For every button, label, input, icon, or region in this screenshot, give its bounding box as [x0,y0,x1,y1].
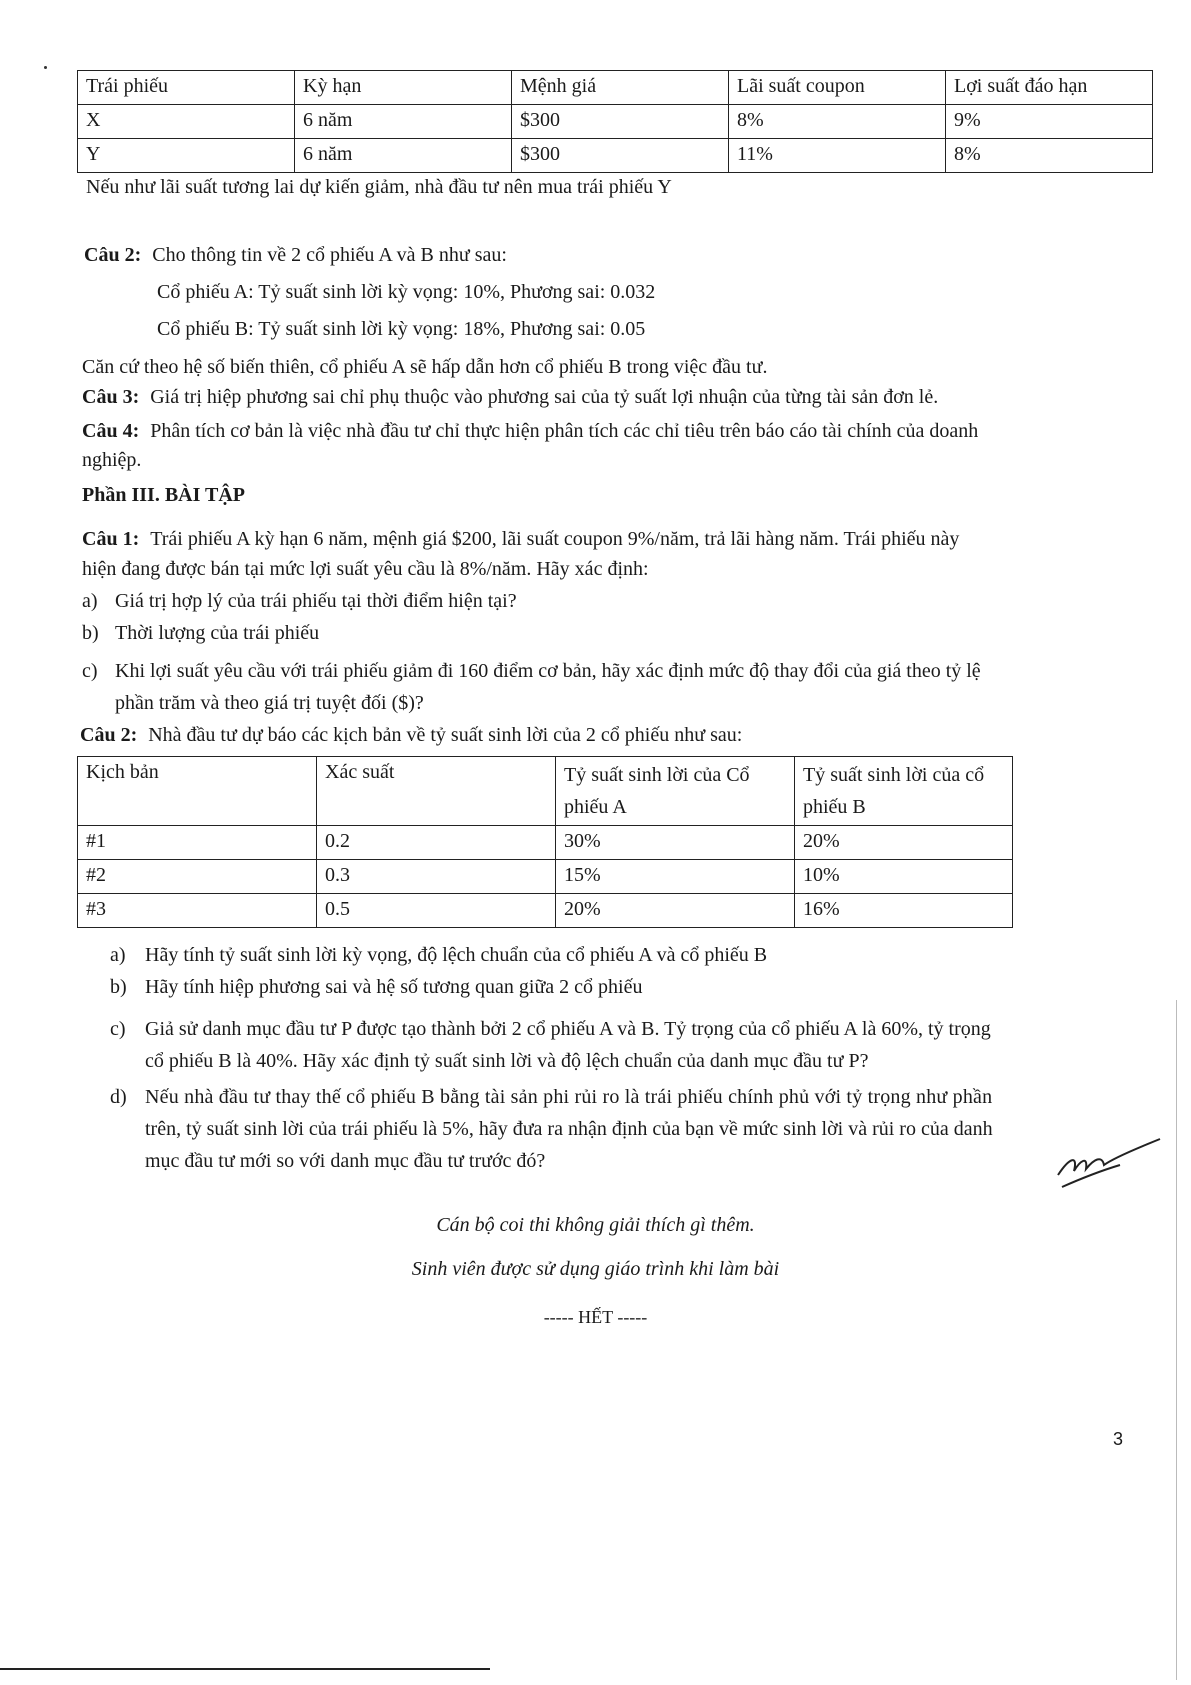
item-label: c) [110,1018,126,1040]
page-number: 3 [1113,1429,1124,1449]
item-text-cont: trên, tỷ suất sinh lời của trái phiếu là 5%, hãy đưa ra nhận định của bạn về mức sinh lời và rủi ro của danh [145,1118,993,1140]
question-label: Câu 3: [82,386,140,408]
table-cell: Y [78,139,295,173]
table-cell: 11% [729,139,946,173]
item-text-cont: mục đầu tư mới so với danh mục đầu tư trước đó? [145,1150,546,1172]
question-text: Trái phiếu A kỳ hạn 6 năm, mệnh giá $200, lãi suất coupon 9%/năm, trả lãi hàng năm. Trái phiếu này [150,528,960,550]
table-row [78,894,1013,928]
table-cell: 20% [556,894,795,928]
table-cell: 8% [946,139,1153,173]
statement-1: Nếu như lãi suất tương lai dự kiến giảm, nhà đầu tư nên mua trái phiếu Y [86,176,672,198]
question-label: Câu 2: [80,724,138,746]
item-text: Giả sử danh mục đầu tư P được tạo thành bởi 2 cổ phiếu A và B. Tỷ trọng của cổ phiếu A là 60%, tỷ trọng [145,1018,991,1040]
header-cell: Kịch bản [78,757,317,826]
header-cell: Trái phiếu [78,71,295,105]
scenario-table [77,756,1013,928]
item-text: Thời lượng của trái phiếu [115,622,320,644]
question-text: Phân tích cơ bản là việc nhà đầu tư chỉ thực hiện phân tích các chỉ tiêu trên báo cáo tài chính của doanh [150,420,979,442]
item-text: Nếu nhà đầu tư thay thế cổ phiếu B bằng tài sản phi rủi ro là trái phiếu chính phủ với tỷ trọng như phần [145,1086,993,1108]
header-cell: Mệnh giá [512,71,729,105]
item-text: Hãy tính tỷ suất sinh lời kỳ vọng, độ lệch chuẩn của cổ phiếu A và cổ phiếu B [145,944,768,966]
header-cell: Lãi suất coupon [729,71,946,105]
table-row [78,105,1153,139]
table-cell: 20% [795,826,1013,860]
table-cell: #1 [78,826,317,860]
bond-table [77,70,1153,173]
part2-q4-cont: nghiệp. [82,449,142,471]
footer-note-1: Cán bộ coi thi không giải thích gì thêm. [436,1214,755,1236]
item-label: c) [82,660,98,682]
footer-note-2: Sinh viên được sử dụng giáo trình khi làm bài [411,1258,780,1280]
question-text: Nhà đầu tư dự báo các kịch bản về tỷ suất sinh lời của 2 cổ phiếu như sau: [148,724,743,746]
signature-mark [1050,1135,1170,1195]
item-text: Hãy tính hiệp phương sai và hệ số tương quan giữa 2 cổ phiếu [145,976,643,998]
table-cell: X [78,105,295,139]
table-cell: 0.3 [317,860,556,894]
bottom-rule [0,1668,490,1670]
header-cell: Kỳ hạn [295,71,512,105]
header-cell: Xác suất [317,757,556,826]
question-label: Câu 4: [82,420,140,442]
margin-dot [44,66,47,69]
table-row [78,139,1153,173]
table-cell: 30% [556,826,795,860]
header-cell: Lợi suất đáo hạn [946,71,1153,105]
table-cell: 0.5 [317,894,556,928]
item-text-cont: cổ phiếu B là 40%. Hãy xác định tỷ suất sinh lời và độ lệch chuẩn của danh mục đầu tư P? [145,1050,869,1072]
part3-q2 [80,722,742,748]
table-cell: $300 [512,139,729,173]
question-label: Câu 2: [84,244,142,266]
table-cell: 15% [556,860,795,894]
question-text: Cho thông tin về 2 cổ phiếu A và B như sau: [152,244,507,266]
table-cell: 0.2 [317,826,556,860]
table-header-row [78,71,1153,105]
part2-q2 [84,242,507,268]
part2-q2-line-b: Cổ phiếu B: Tỷ suất sinh lời kỳ vọng: 18%, Phương sai: 0.05 [157,318,646,340]
table-cell: #2 [78,860,317,894]
part3-q1-cont: hiện đang được bán tại mức lợi suất yêu cầu là 8%/năm. Hãy xác định: [82,558,649,580]
part3-q1 [82,526,959,552]
item-label: d) [110,1086,127,1108]
table-cell: 9% [946,105,1153,139]
question-text: Giá trị hiệp phương sai chỉ phụ thuộc vào phương sai của tỷ suất lợi nhuận của từng tài sản đơn lẻ. [150,386,939,408]
item-text-cont: phần trăm và theo giá trị tuyệt đối ($)? [115,692,424,714]
part3-heading: Phần III. BÀI TẬP [82,484,246,506]
table-cell: 6 năm [295,139,512,173]
header-cell: Tỷ suất sinh lời của Cổ phiếu A [556,757,795,826]
table-row [78,826,1013,860]
table-row [78,860,1013,894]
item-label: b) [110,976,127,998]
item-label: b) [82,622,99,644]
table-cell: $300 [512,105,729,139]
page-edge [1176,1000,1177,1680]
part2-q2-line-a: Cổ phiếu A: Tỷ suất sinh lời kỳ vọng: 10%, Phương sai: 0.032 [157,281,656,303]
part2-q4 [82,418,978,444]
question-label: Câu 1: [82,528,140,550]
part2-q3 [82,384,938,410]
part2-q2-conclusion: Căn cứ theo hệ số biến thiên, cổ phiếu A sẽ hấp dẫn hơn cổ phiếu B trong việc đầu tư. [82,356,768,378]
table-cell: #3 [78,894,317,928]
table-header-row [78,757,1013,826]
end-marker: ----- HẾT ----- [543,1307,648,1327]
table-cell: 6 năm [295,105,512,139]
table-cell: 16% [795,894,1013,928]
item-text: Khi lợi suất yêu cầu với trái phiếu giảm đi 160 điểm cơ bản, hãy xác định mức độ thay đổi của giá theo tỷ lệ [115,660,981,682]
item-text: Giá trị hợp lý của trái phiếu tại thời điểm hiện tại? [115,590,517,612]
table-cell: 8% [729,105,946,139]
item-label: a) [110,944,126,966]
item-label: a) [82,590,98,612]
table-cell: 10% [795,860,1013,894]
header-cell: Tỷ suất sinh lời của cổ phiếu B [795,757,1013,826]
